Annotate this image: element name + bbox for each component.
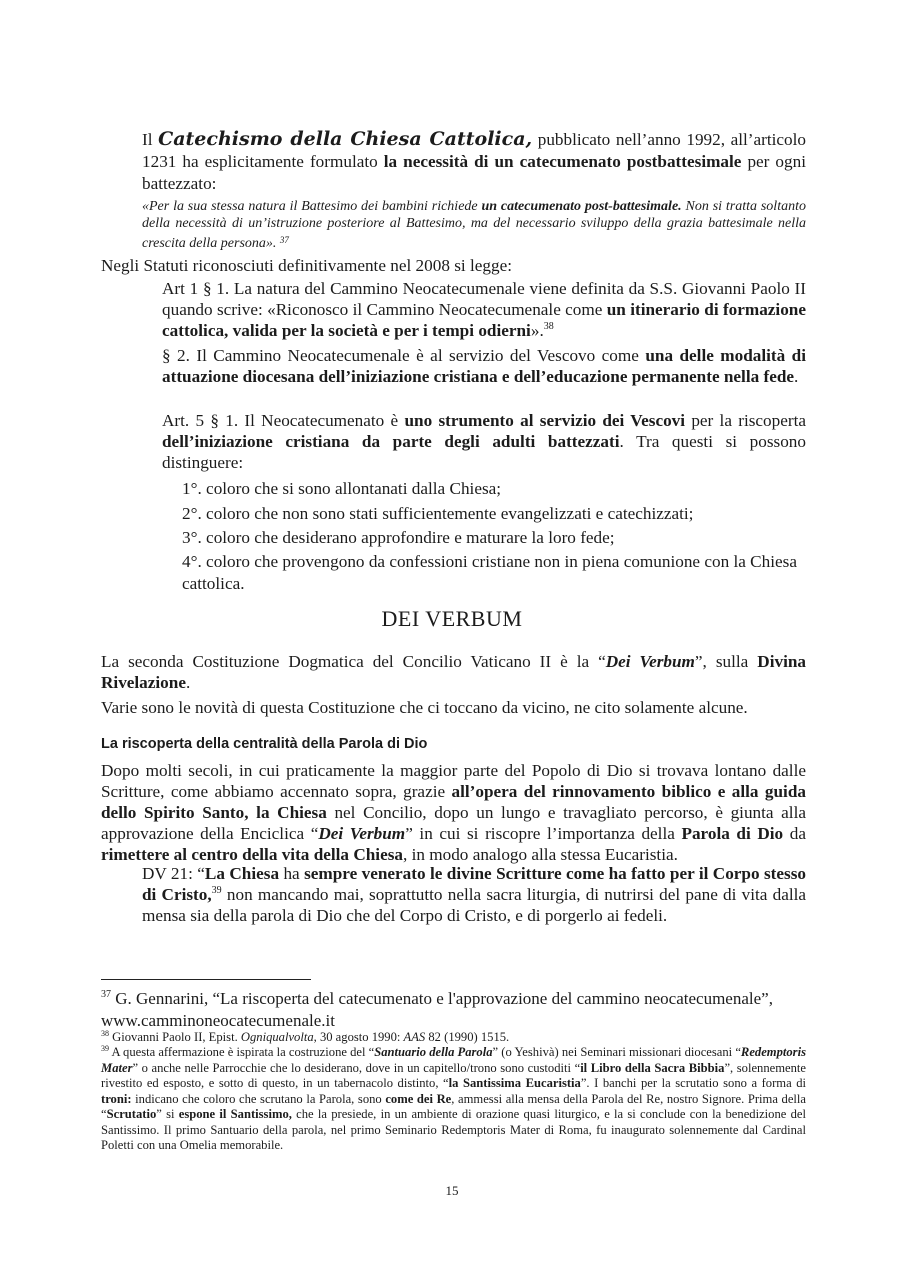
- statuti-intro: Negli Statuti riconosciuti definitivamente nel 2008 si legge:: [101, 256, 512, 275]
- fn39-text: A questa affermazione è ispirata la costruzione del “: [109, 1045, 375, 1059]
- catechism-title: Catechismo della Chiesa Cattolica,: [158, 128, 533, 150]
- article-1-bold: un itinerario di formazione cattolica, valida per la società e per i tempi odierni: [162, 300, 806, 340]
- ccc-quote: [142, 198, 806, 252]
- section-title: DEI VERBUM: [381, 606, 523, 631]
- paragraph-2-text: § 2. Il Cammino Neocatecumenale è al servizio del Vescovo come: [162, 346, 646, 365]
- footnote-38-text-b: , 30 agosto 1990:: [313, 1030, 404, 1044]
- page-number: 15: [445, 1183, 459, 1198]
- footnote-39: [101, 1045, 806, 1154]
- dv-intro-end: .: [185, 673, 191, 692]
- fn39-eucaristia: la Santissima Eucaristia: [448, 1076, 581, 1090]
- article-5-bold-b: dell’iniziazione cristiana da parte degli adulti battezzati: [162, 432, 620, 451]
- body-bold-b: Parola di Dio: [681, 824, 784, 843]
- list-item: 2°. coloro che non sono stati sufficientemente evangelizzati e catechizzati;: [182, 504, 694, 523]
- body-bold-a: all’opera del rinnovamento biblico e alla guida dello Spirito Santo, la Chiesa: [101, 782, 806, 822]
- quote-text: «Per la sua stessa natura il Battesimo dei bambini richiede: [142, 199, 482, 214]
- fn39-espone: espone il Santissimo,: [178, 1107, 292, 1121]
- paragraph-2: [162, 345, 806, 387]
- article-1: [162, 278, 806, 341]
- article-5-text-b: per la riscoperta: [685, 411, 806, 430]
- dv21-bold-a: La Chiesa: [204, 864, 280, 883]
- intro-prefix: Il: [142, 130, 159, 149]
- body-text-d: da: [783, 824, 806, 843]
- article-5-bold-a: uno strumento al servizio dei Vescovi: [404, 411, 686, 430]
- intro-paragraph: [142, 128, 806, 195]
- body-text: Dopo molti secoli, in cui praticamente la maggior parte del Popolo di Dio si trovava lontano dalle Scritture, come abbiamo accennato sopra, grazie: [101, 761, 806, 801]
- article-1-end: ».: [530, 321, 544, 340]
- body-paragraph: [101, 760, 806, 865]
- fn39-santuario: Santuario della Parola: [374, 1045, 493, 1059]
- article-5: [162, 410, 806, 473]
- quote-bold: un catecumenato post-battesimale.: [481, 199, 682, 214]
- dei-verbum-intro: [101, 651, 806, 693]
- footnote-divider: [101, 979, 311, 980]
- dv21-end: non mancando mai, soprattutto nella sacra liturgia, di nutrirsi del pane di vita dalla mensa sia della parola di Dio che del Corpo di Cristo, e di porgerlo ai fedeli.: [142, 885, 807, 925]
- fn39-text: , ammessi alla mensa della Parola del Re, nostro Signore. Prima della “: [101, 1091, 806, 1121]
- novita-paragraph: Varie sono le novità di questa Costituzione che ci toccano da vicino, ne cito solamente alcune.: [101, 698, 748, 717]
- footnote-ref-37: 37: [279, 235, 289, 245]
- list-item: 4°. coloro che provengono da confessioni cristiane non in piena comunione con la Chiesa cattolica.: [182, 552, 797, 593]
- intro-bold: la necessità di un catecumenato postbattesimale: [383, 152, 742, 171]
- paragraph-2-end: .: [794, 367, 799, 386]
- footnote-37: [101, 988, 806, 1031]
- dei-verbum-title: Dei Verbum: [605, 652, 695, 671]
- footnote-ref-38: 38: [543, 321, 554, 332]
- body-text-c: ” in cui si riscopre l’importanza della: [405, 824, 682, 843]
- fn39-redemptoris: Redemptoris Mater: [101, 1045, 806, 1075]
- dv-intro-text: La seconda Costituzione Dogmatica del Concilio Vaticano II è la “: [101, 652, 606, 671]
- article-1-text: Art 1 § 1. La natura del Cammino Neocatecumenale viene definita da S.S. Giovanni Paolo II quando scrive: «Riconosco il Cammino Neocatecumenale come: [162, 279, 806, 319]
- body-text-b: nel Concilio, dopo un lungo e travagliato percorso, è giunta alla approvazione della Enciclica “: [101, 803, 806, 843]
- footnote-38-aas: AAS: [403, 1030, 426, 1044]
- fn39-text: ”. I banchi per la scrutatio sono a forma di: [580, 1076, 806, 1090]
- footnote-38-end: 82 (1990) 1515.: [425, 1030, 510, 1044]
- quote-text-end: Non si tratta soltanto della necessità di un’istruzione posteriore al Battesimo, ma del necessario sviluppo della grazia battesimale nella crescita della persona».: [142, 199, 806, 251]
- fn39-scrutatio: Scrutatio: [106, 1107, 157, 1121]
- fn39-text: ” (o Yeshivà) nei Seminari missionari diocesani “: [492, 1045, 741, 1059]
- body-bold-c: rimettere al centro della vita della Chiesa: [101, 845, 403, 864]
- dv-intro-text-b: ”, sulla: [694, 652, 758, 671]
- subheading: La riscoperta della centralità della Parola di Dio: [101, 736, 428, 752]
- list-item: 3°. coloro che desiderano approfondire e maturare la loro fede;: [182, 528, 615, 547]
- fn39-troni: troni:: [101, 1091, 132, 1106]
- fn39-text: ” si: [156, 1107, 179, 1121]
- fn39-come-dei-re: come dei Re: [385, 1091, 452, 1106]
- dei-verbum-title: Dei Verbum: [318, 824, 406, 843]
- divina-rivelazione: Divina Rivelazione: [101, 652, 806, 692]
- dv21-text: DV 21: “: [142, 864, 205, 883]
- fn39-text: ”, solennemente rivestito ed esposto, e sotto di questo, in un tabernacolo distinto, “: [101, 1060, 806, 1090]
- fn39-text-end: che la presiede, in un ambiente di orazione quasi liturgico, e la si conclude con la benedizione del Santissimo. Il primo Santuario della parola, nel primo Seminario Redemptoris Mater di Roma, fu inaugurato solennemente dal Cardinal Poletti con una Omelia memorabile.: [101, 1107, 806, 1152]
- list-item: 1°. coloro che si sono allontanati dalla Chiesa;: [182, 479, 502, 498]
- fn39-text: indicano che coloro che scrutano la Parola, sono: [131, 1091, 386, 1106]
- fn39-libro: il Libro della Sacra Bibbia: [580, 1060, 725, 1075]
- article-5-end: . Tra questi si possono distinguere:: [162, 432, 806, 472]
- footnote-38: [101, 1030, 806, 1046]
- intro-text-end: per ogni battezzato:: [142, 152, 806, 193]
- fn39-text: ” o anche nelle Parrocchie che lo desiderano, dove in un capitello/trono sono custoditi “: [132, 1060, 581, 1075]
- body-end: , in modo analogo alla stessa Eucaristia.: [402, 845, 678, 864]
- article-5-text: Art. 5 § 1. Il Neocatecumenato è: [162, 411, 405, 430]
- paragraph-2-bold: una delle modalità di attuazione diocesana dell’iniziazione cristiana e dell’educazione permanente nella fede: [162, 346, 807, 386]
- intro-text: pubblicato nell’anno 1992, all’articolo 1231 ha esplicitamente formulato: [142, 130, 807, 171]
- dv21-bold-b: sempre venerato le divine Scritture come ha fatto per il Corpo stesso di Cristo,: [142, 864, 806, 904]
- footnote-38-text: Giovanni Paolo II, Epist.: [109, 1030, 241, 1044]
- footnote-38-title: Ogniqualvolta: [240, 1030, 314, 1044]
- dv21-quote: [142, 863, 806, 926]
- dv21-text-b: ha: [279, 864, 305, 883]
- footnote-37-text: G. Gennarini, “La riscoperta del catecumenato e l'approvazione del cammino neocatecumenale”, www.camminoneocatecumenale.it: [101, 989, 773, 1030]
- footnote-number: 38: [101, 1029, 109, 1038]
- footnote-number: 37: [101, 989, 111, 1000]
- footnote-ref-39: 39: [211, 885, 222, 896]
- footnote-number: 39: [101, 1044, 109, 1053]
